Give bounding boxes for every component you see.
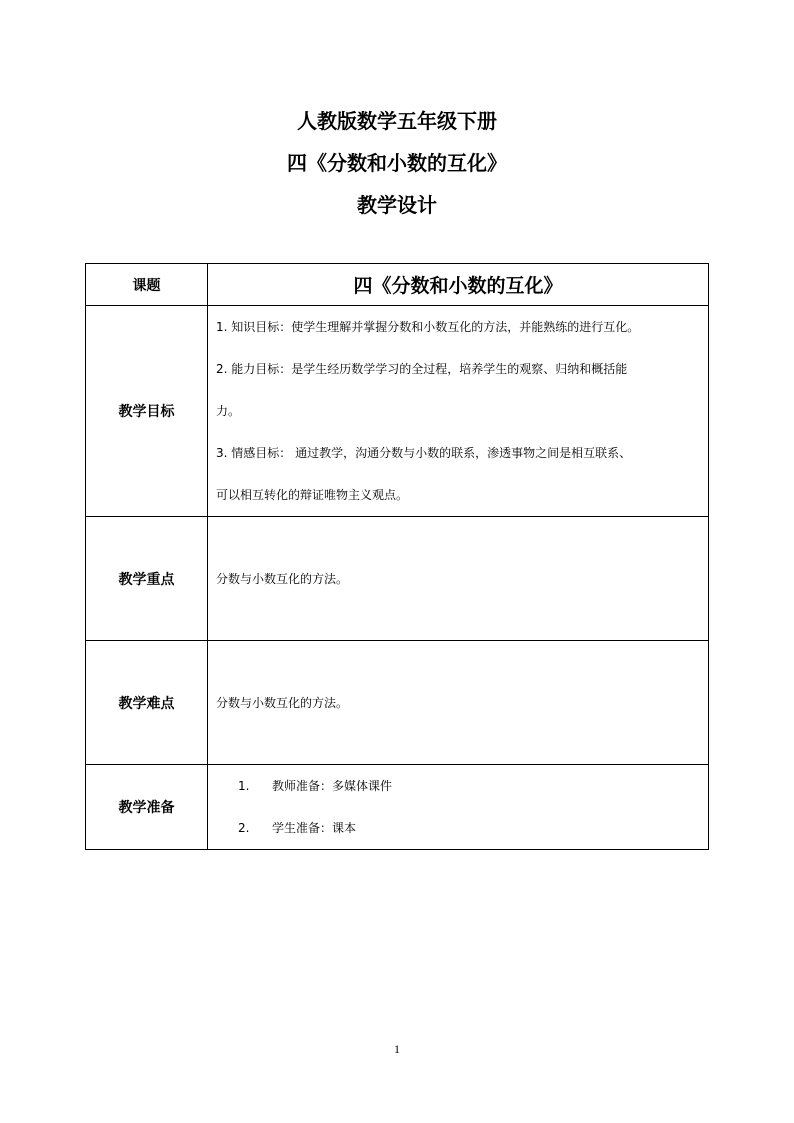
key-points-value: 分数与小数互化的方法。 — [208, 517, 709, 641]
difficulties-value: 分数与小数互化的方法。 — [208, 641, 709, 765]
preparation-content — [208, 765, 709, 850]
title-lesson: 四《分数和小数的互化》 — [287, 151, 507, 175]
lesson-plan-table — [85, 263, 709, 850]
title-design: 教学设计 — [357, 193, 437, 217]
key-points-label: 教学重点 — [86, 517, 208, 641]
difficulties-label: 教学难点 — [86, 641, 208, 765]
page-number: 1 — [394, 1042, 400, 1056]
preparation-label: 教学准备 — [86, 765, 208, 850]
preparation-item — [216, 807, 702, 849]
objective-line: 可以相互转化的辩证唯物主义观点。 — [216, 488, 409, 502]
preparation-item-number: 2. — [238, 821, 250, 835]
topic-value: 四《分数和小数的互化》 — [208, 264, 709, 306]
preparation-item-number: 1. — [238, 779, 250, 793]
objective-line: 1. 知识目标：使学生理解并掌握分数和小数互化的方法，并能熟练的进行互化。 — [216, 320, 640, 334]
title-textbook: 人教版数学五年级下册 — [297, 109, 497, 133]
document-title — [0, 100, 794, 226]
row-objectives — [86, 306, 709, 517]
preparation-item-text: 教师准备：多媒体课件 — [272, 779, 393, 793]
objective-line: 3. 情感目标： 通过教学，沟通分数与小数的联系，渗透事物之间是相互联系、 — [216, 446, 632, 460]
topic-label: 课题 — [86, 264, 208, 306]
preparation-item-text: 学生准备：课本 — [272, 821, 357, 835]
objectives-label: 教学目标 — [86, 306, 208, 517]
preparation-item — [216, 765, 702, 807]
objective-line: 力。 — [216, 404, 241, 418]
row-preparation — [86, 765, 709, 850]
objectives-content — [208, 306, 709, 517]
row-difficulties — [86, 641, 709, 765]
row-topic — [86, 264, 709, 306]
objective-line: 2. 能力目标：是学生经历数学学习的全过程，培养学生的观察、归纳和概括能 — [216, 362, 628, 376]
row-key-points — [86, 517, 709, 641]
